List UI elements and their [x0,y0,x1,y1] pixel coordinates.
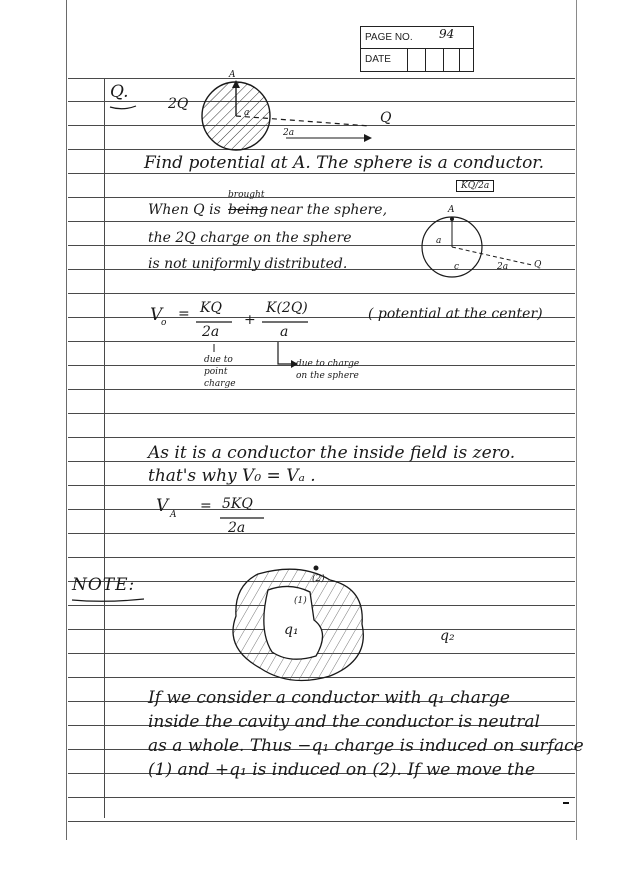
margin-line [104,78,105,818]
inside-charge-label: q₁ [284,622,299,638]
sphere-charge-label: 2Q [168,96,189,112]
note-underline [70,596,150,604]
para3-line3: as a whole. Thus −q₁ charge is induced on surface [148,736,584,756]
ruled-line [68,821,575,822]
outer-surface-label: (2) [312,574,325,584]
cavity-conductor-figure [220,560,400,690]
eq1-note: ( potential at the center) [368,306,543,322]
inner-surface-label: (1) [294,596,307,606]
annotation-sphere-charge: due to charge on the sphere [296,359,360,381]
outside-charge-label: q₂ [440,628,455,644]
para1-line2: the 2Q charge on the sphere [148,230,352,246]
ruled-line [68,797,575,798]
answer-box: KQ/2a [456,180,494,192]
point-a-label: A [229,70,236,80]
fig2-a-small: a [436,236,442,246]
para1-insertion: brought [228,190,265,200]
header-divider [361,48,473,49]
eq2-num: 5KQ [222,496,253,512]
eq2-lhs: V [156,496,169,516]
page-header-box [360,26,474,72]
para3-line2: inside the cavity and the conductor is neutral [148,712,540,732]
eq2-equals: = [200,498,212,514]
eq2-sub: A [170,510,177,520]
eq2-den: 2a [228,520,246,536]
point-charge-label: Q [380,110,392,126]
ruled-line [68,173,575,174]
eq1-term2-num: K(2Q) [266,300,308,316]
para2-line2: that's why V₀ = Vₐ . [148,466,316,486]
date-cell [425,49,426,71]
distance-2a-label: 2a [283,128,295,138]
para1-line1-end: near the sphere, [270,202,388,218]
page-left-edge [66,0,67,840]
ruled-line [68,509,575,510]
fig2-c-label: c [454,262,460,272]
eq1-plus: + [244,312,256,328]
para3-line1: If we consider a conductor with q₁ charge [148,688,510,708]
ruled-line [68,413,575,414]
date-cell [443,49,444,71]
charge-dot [314,566,319,571]
date-cell [459,49,460,71]
para3-line4: (1) and +q₁ is induced on (2). If we move the [148,760,536,780]
margin-tick [563,802,569,804]
eq1-lhs: V [150,305,163,325]
para2-line1: As it is a conductor the inside field is zero. [148,443,516,463]
question-marker: Q. [110,82,129,102]
eq1-equals: = [178,306,190,322]
ruled-line [68,485,575,486]
fig2-q-label: Q [534,260,542,270]
para1-line1-start: When Q is [148,202,221,218]
ruled-line [68,437,575,438]
radius-a-label: a [244,108,250,118]
ruled-line [68,533,575,534]
para1-struck-word: being [228,202,268,218]
point-a-dot [450,217,454,221]
note-heading: NOTE: [72,575,136,595]
fig2-dist-label: 2a [497,262,509,272]
eq1-term2-den: a [280,324,289,340]
ruled-line [68,197,575,198]
eq1-term1-num: KQ [200,300,222,316]
question-underline [108,102,138,112]
page-no-value: 94 [439,27,455,41]
ruled-line [68,293,575,294]
date-cell [407,49,408,71]
annotation-point-charge: due to point charge [204,355,236,389]
problem-statement: Find potential at A. The sphere is a conductor. [144,153,544,173]
sphere-diagram-2 [410,205,550,285]
eq1-term1-den: 2a [202,324,220,340]
page-no-label: PAGE NO. [365,32,413,43]
ruled-line [68,557,575,558]
para1-line3: is not uniformly distributed. [148,256,348,272]
distance-arrow-head [364,134,372,142]
page-right-edge [576,0,577,840]
fig2-a-label: A [448,205,455,215]
eq1-sub: o [161,318,167,328]
date-label: DATE [365,54,391,65]
dashed-line-2 [452,247,532,265]
